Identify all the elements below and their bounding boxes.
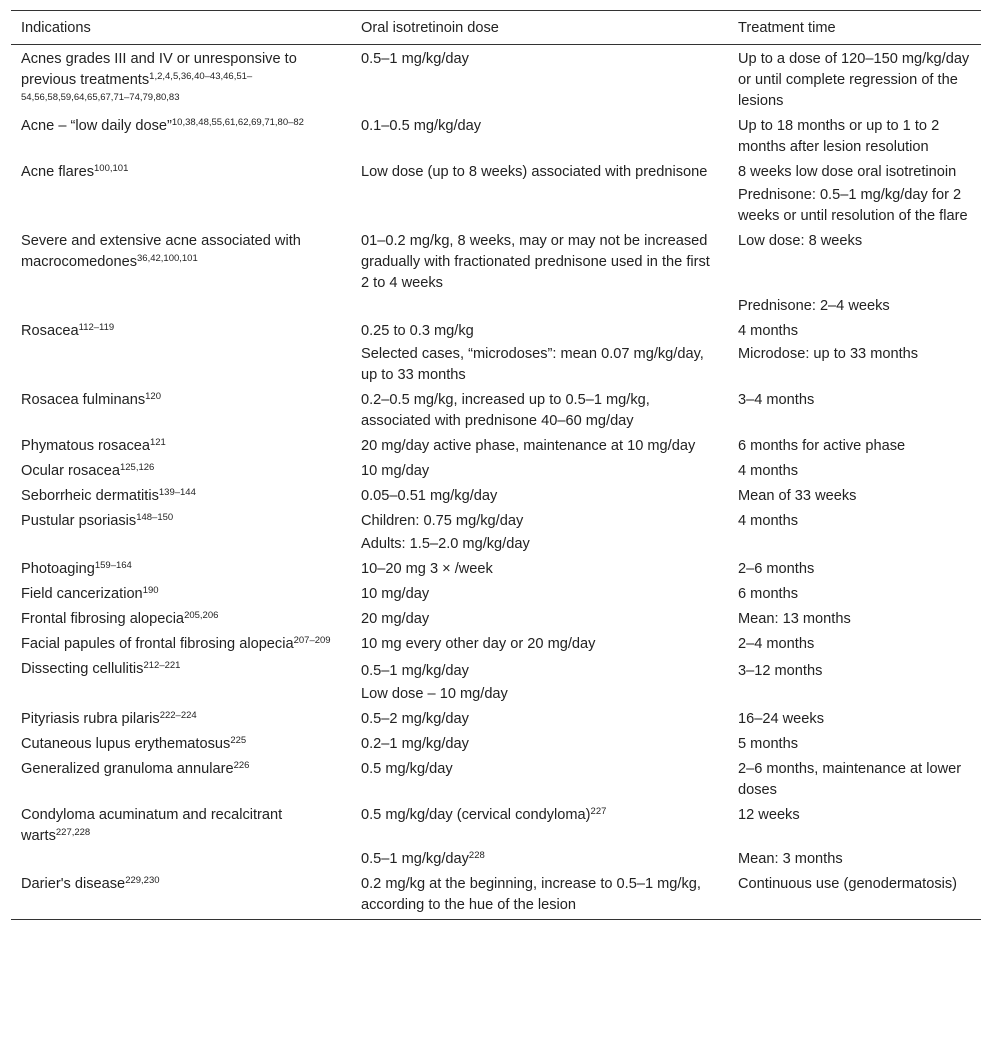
dose-cell [351,582,728,607]
indication-text: Pityriasis rubra pilaris [21,711,160,727]
dose-cell [351,757,728,803]
table-row [11,582,981,607]
table-row [11,229,981,319]
indication-text: Facial papules of frontal fibrosing alopecia [21,636,294,652]
time-cell [728,160,981,229]
indication-cell [11,582,351,607]
time-cell [728,509,981,557]
indication-cell [11,229,351,319]
dose-text: 0.5–2 mg/kg/day [361,711,469,727]
time-cell [728,707,981,732]
reference-superscript: 10,38,48,55,61,62,69,71,80–82 [171,117,304,128]
indication-cell [11,160,351,229]
dose-text: 0.1–0.5 mg/kg/day [361,118,482,134]
time-text: 4 months [738,513,799,529]
indication-cell [11,388,351,434]
time-text: Up to 18 months or up to 1 to 2 months after lesion resolution [738,118,940,155]
dose-text: 0.25 to 0.3 mg/kg [361,323,474,339]
dose-cell [351,872,728,920]
table-row [11,732,981,757]
dose-cell [351,732,728,757]
header-dose: Oral isotretinoin dose [351,11,728,45]
dose-cell [351,509,728,557]
dose-cell [351,319,728,388]
indication-text: Dissecting cellulitis [21,661,144,677]
time-text: 8 weeks low dose oral isotretinoin [738,164,957,180]
indication-cell [11,319,351,388]
time-text: 5 months [738,736,799,752]
indication-cell [11,872,351,920]
isotretinoin-table [11,10,981,920]
time-text: Microdose: up to 33 months [738,346,919,362]
indication-cell [11,707,351,732]
time-cell [728,732,981,757]
indication-text: Rosacea [21,323,79,339]
indication-cell [11,757,351,803]
time-cell [728,557,981,582]
reference-superscript: 222–224 [159,710,197,721]
table-row [11,509,981,557]
reference-superscript: 205,206 [184,610,219,621]
reference-superscript: 148–150 [136,512,174,523]
table-row [11,45,981,115]
dose-text: 0.5 mg/kg/day [361,761,453,777]
indication-cell [11,732,351,757]
time-cell [728,114,981,160]
time-cell [728,484,981,509]
reference-superscript: 228 [468,850,485,861]
reference-superscript: 139–144 [158,487,196,498]
dose-text: 20 mg/day active phase, maintenance at 10 mg/day [361,438,696,454]
reference-superscript: 190 [142,585,159,596]
table-row [11,388,981,434]
dose-cell [351,632,728,657]
table-row [11,657,981,707]
time-cell [728,872,981,920]
dose-cell [351,657,728,707]
reference-superscript: 125,126 [119,462,155,473]
reference-superscript: 226 [233,760,250,771]
table-row [11,114,981,160]
time-cell [728,434,981,459]
indication-cell [11,459,351,484]
table-row [11,803,981,872]
time-text: Continuous use (genodermatosis) [738,876,958,892]
dose-text: 0.5 mg/kg/day (cervical condyloma) [361,807,591,823]
time-cell [728,657,981,707]
time-cell [728,388,981,434]
table-row [11,434,981,459]
reference-superscript: 227 [590,806,607,817]
header-indications: Indications [11,11,351,45]
table-row [11,607,981,632]
indication-text: Photoaging [21,561,95,577]
reference-superscript: 36,42,100,101 [137,253,198,264]
reference-superscript: 1,2,4,5,36,40–43,46,51–54,56,58,59,64,65,67,71–74,79,80,83 [21,71,253,103]
time-cell [728,459,981,484]
time-text: Mean: 13 months [738,611,851,627]
dose-cell [351,229,728,319]
dose-text: 20 mg/day [361,611,430,627]
dose-cell [351,484,728,509]
time-text: 4 months [738,463,799,479]
dose-text: 01–0.2 mg/kg, 8 weeks, may or may not be increased gradually with fractionated prednisone used in the first 2 to 4 weeks [361,233,710,291]
indication-text: Phymatous rosacea [21,438,150,454]
time-cell [728,582,981,607]
indication-cell [11,484,351,509]
indication-cell [11,803,351,872]
table-row [11,160,981,229]
dose-text: 0.2 mg/kg at the beginning, increase to 0.5–1 mg/kg, according to the hue of the lesion [361,876,701,913]
dose-cell [351,557,728,582]
indication-text: Acnes grades III and IV or unresponsive to previous treatments [21,51,297,88]
dose-text: 0.2–1 mg/kg/day [361,736,469,752]
time-text: 4 months [738,323,799,339]
dose-text: Children: 0.75 mg/kg/day [361,513,524,529]
time-cell [728,229,981,319]
indication-text: Ocular rosacea [21,463,120,479]
dose-text: 0.5–1 mg/kg/day [361,51,469,67]
indication-text: Field cancerization [21,586,143,602]
dose-cell [351,803,728,872]
dose-cell [351,607,728,632]
time-text: Low dose: 8 weeks [738,233,863,249]
time-text: 2–4 months [738,636,815,652]
indication-cell [11,657,351,707]
time-cell [728,607,981,632]
time-text: 16–24 weeks [738,711,825,727]
indication-text: Severe and extensive acne associated with macrocomedones [21,233,301,270]
reference-superscript: 229,230 [125,875,160,886]
reference-superscript: 212–221 [143,660,181,671]
indication-text: Acne – “low daily dose” [21,118,172,134]
dose-cell [351,707,728,732]
table-row [11,459,981,484]
dose-text: 10–20 mg 3 × /week [361,561,493,577]
table-row [11,757,981,803]
dose-text: Selected cases, “microdoses”: mean 0.07 mg/kg/day, up to 33 months [361,346,704,383]
dose-text: 10 mg/day [361,463,430,479]
dose-text: Low dose – 10 mg/day [361,686,508,702]
time-text: 3–12 months [738,663,823,679]
indication-cell [11,632,351,657]
table-row [11,484,981,509]
time-text: Prednisone: 0.5–1 mg/kg/day for 2 weeks or until resolution of the flare [738,187,968,224]
dose-line [361,849,718,870]
indication-cell [11,509,351,557]
time-text: Up to a dose of 120–150 mg/kg/day or until complete regression of the lesions [738,51,970,109]
dose-cell [351,388,728,434]
dose-cell [351,160,728,229]
time-cell [728,632,981,657]
time-text: 2–6 months, maintenance at lower doses [738,761,962,798]
reference-superscript: 120 [145,391,161,402]
table-row [11,632,981,657]
indication-cell [11,557,351,582]
dose-text: 10 mg/day [361,586,430,602]
reference-superscript: 112–119 [78,322,115,333]
indication-text: Generalized granuloma annulare [21,761,234,777]
indication-text: Acne flares [21,164,95,180]
indication-text: Rosacea fulminans [21,392,146,408]
table-row [11,872,981,920]
table-header-row [11,11,981,45]
reference-superscript: 227,228 [55,827,91,838]
time-text: 6 months for active phase [738,438,906,454]
indication-text: Darier's disease [21,876,126,892]
time-text: 6 months [738,586,799,602]
time-cell [728,757,981,803]
dose-cell [351,434,728,459]
reference-superscript: 121 [149,437,166,448]
indication-text: Cutaneous lupus erythematosus [21,736,231,752]
table-row [11,707,981,732]
dose-text: 0.2–0.5 mg/kg, increased up to 0.5–1 mg/kg, associated with prednisone 40–60 mg/day [361,392,650,429]
reference-superscript: 225 [230,735,247,746]
dose-line [361,805,718,826]
reference-superscript: 159–164 [94,560,132,571]
table-row [11,557,981,582]
dose-cell [351,45,728,115]
time-text: 3–4 months [738,392,815,408]
reference-superscript: 207–209 [293,635,331,646]
time-cell [728,319,981,388]
dose-text: Low dose (up to 8 weeks) associated with prednisone [361,164,708,180]
dose-cell [351,459,728,484]
time-text: Prednisone: 2–4 weeks [738,298,890,314]
indication-cell [11,114,351,160]
dose-cell [351,114,728,160]
dose-text: 0.5–1 mg/kg/day [361,663,469,679]
table-row [11,319,981,388]
indication-text: Condyloma acuminatum and recalcitrant warts [21,807,283,844]
indication-text: Frontal fibrosing alopecia [21,611,185,627]
time-cell [728,45,981,115]
time-text: Mean of 33 weeks [738,488,857,504]
dose-text: 0.5–1 mg/kg/day [361,851,469,867]
time-text: 2–6 months [738,561,815,577]
indication-cell [11,607,351,632]
time-cell [728,803,981,872]
dose-text: 0.05–0.51 mg/kg/day [361,488,498,504]
indication-text: Seborrheic dermatitis [21,488,159,504]
time-text: 12 weeks [738,807,800,823]
header-treatment-time: Treatment time [728,11,981,45]
indication-cell [11,45,351,115]
reference-superscript: 100,101 [94,163,129,174]
time-text: Mean: 3 months [738,851,843,867]
dose-text: Adults: 1.5–2.0 mg/kg/day [361,536,530,552]
dose-text: 10 mg every other day or 20 mg/day [361,636,596,652]
indication-text: Pustular psoriasis [21,513,137,529]
indication-cell [11,434,351,459]
